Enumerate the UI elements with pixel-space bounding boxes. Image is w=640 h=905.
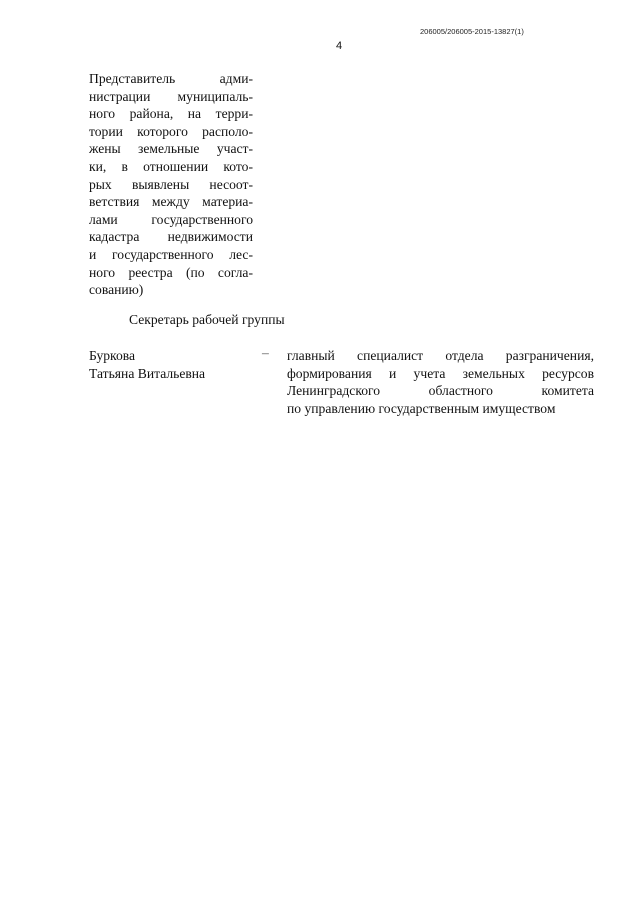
text-line: и государственного лес- xyxy=(89,246,253,262)
representative-description xyxy=(89,70,253,299)
text-line: лами государственного xyxy=(89,211,253,227)
text-line: по управлению государственным имуществом xyxy=(287,400,556,416)
secretary-heading: Секретарь рабочей группы xyxy=(129,312,285,327)
page-number: 4 xyxy=(336,40,343,52)
text-line: рых выявлены несоот- xyxy=(89,176,253,192)
text-line: формирования и учета земельных ресурсов xyxy=(287,365,594,381)
text-line: ветствия между материа- xyxy=(89,194,253,210)
given-names: Татьяна Витальевна xyxy=(89,365,206,381)
text-line: сованию) xyxy=(89,282,144,298)
secretary-role xyxy=(287,347,594,417)
text-line: ного реестра (по согла- xyxy=(89,264,253,280)
text-line: Представитель адми- xyxy=(89,71,253,86)
text-line: ки, в отношении кото- xyxy=(89,158,253,174)
text-line: Ленинградского областного комитета xyxy=(287,383,594,399)
dash-separator: – xyxy=(262,345,269,360)
secretary-name xyxy=(89,347,205,382)
document-id: 206005/206005-2015-13827(1) xyxy=(420,27,524,36)
text-line: кадастра недвижимости xyxy=(89,229,253,245)
text-line: ного района, на терри- xyxy=(89,106,253,122)
surname: Буркова xyxy=(89,348,136,363)
text-line: тории которого располо- xyxy=(89,123,253,139)
text-line: нистрации муниципаль- xyxy=(89,88,253,104)
text-line: жены земельные участ- xyxy=(89,141,253,157)
text-line: главный специалист отдела разграничения, xyxy=(287,348,594,363)
